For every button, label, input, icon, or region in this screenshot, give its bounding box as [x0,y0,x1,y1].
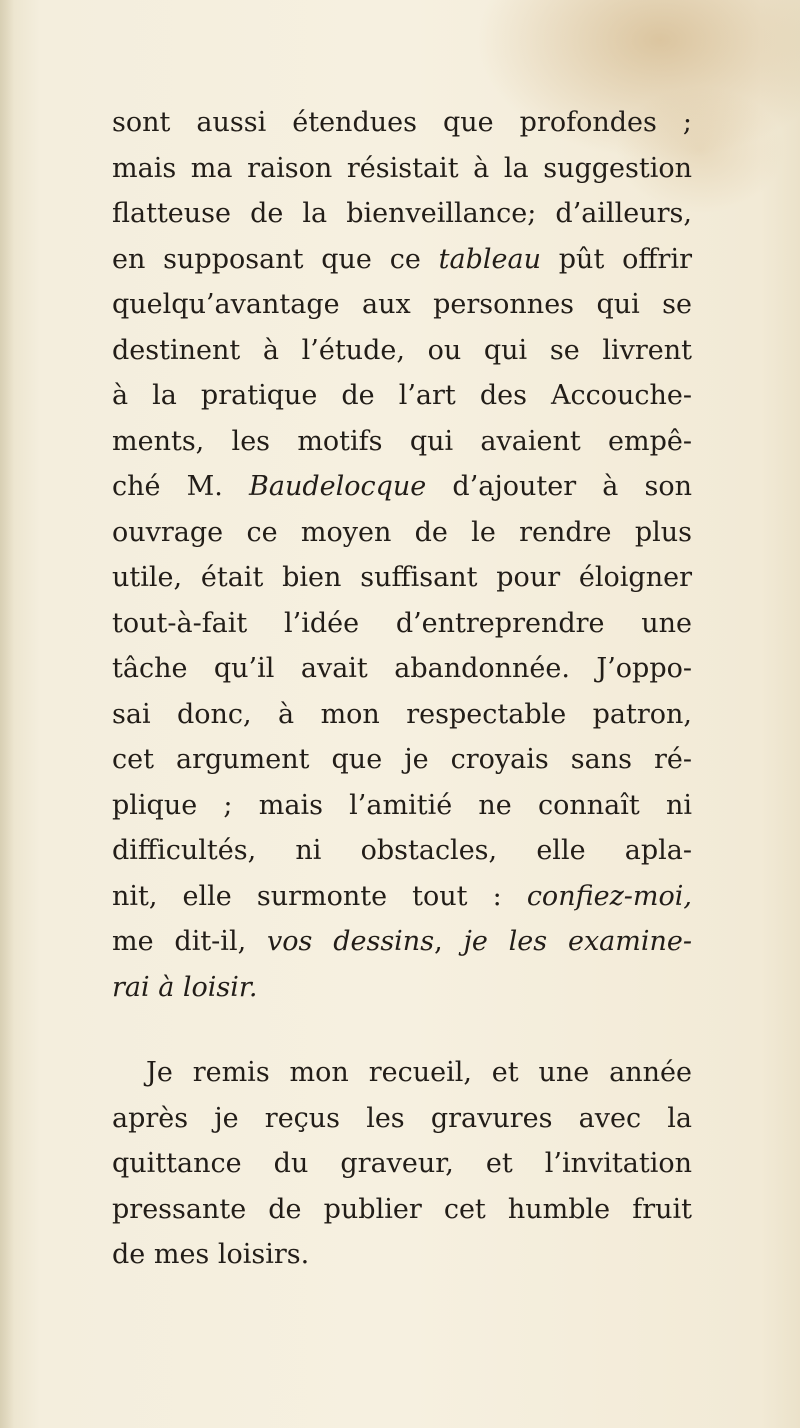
text-segment: mais ma raison résistait à la suggestion [112,152,692,184]
italic-text: vos dessins [267,926,435,957]
italic-text: rai à loisir. [112,971,258,1003]
paragraph-gap [112,1010,692,1050]
text-segment: me dit-il, [112,926,267,957]
text-segment: plique ; mais l’amitié ne connaît ni [112,789,692,821]
text-segment: cet argument que je croyais sans ré- [112,744,692,775]
text-line [112,1096,692,1142]
text-segment: d’ajouter à son [426,471,692,502]
text-line [112,874,692,920]
text-line [112,1141,692,1187]
italic-text: tableau [438,243,541,275]
text-segment: ché M. [112,471,249,502]
text-segment: pressante de publier cet humble fruit [112,1193,692,1225]
paragraph-1 [112,100,692,1010]
text-line [112,419,692,465]
text-line [112,646,692,692]
text-segment: flatteuse de la bienveillance; d’ailleurs, [112,198,692,229]
text-line [112,146,692,192]
text-segment: tout-à-fait l’idée d’entreprendre une [112,607,692,639]
page-text [112,100,692,1278]
text-line [112,828,692,874]
text-line [112,510,692,556]
text-segment: utile, était bien suffisant pour éloigner [112,562,692,593]
text-segment: quelqu’avantage aux personnes qui se [112,289,692,320]
text-line [112,100,692,146]
text-segment: , [434,926,464,957]
text-segment: quittance du graveur, et l’invitation [112,1148,692,1179]
italic-text: je les examine- [463,926,692,957]
paragraph-2 [112,1050,692,1278]
text-segment: pût offrir [540,243,692,275]
page-gutter-shadow [0,0,14,1428]
text-line [112,601,692,647]
text-segment: difficultés, ni obstacles, elle apla- [112,835,692,866]
text-line [112,965,692,1011]
italic-text: Baudelocque [249,471,427,502]
text-line [112,919,692,965]
text-line [112,783,692,829]
text-segment: à la pratique de l’art des Accouche- [112,380,692,411]
text-line [112,692,692,738]
text-line [112,282,692,328]
text-segment: en supposant que ce [112,243,439,275]
text-segment: ments, les motifs qui avaient empê- [112,425,692,457]
text-line [112,1187,692,1233]
text-line [112,555,692,601]
text-line [112,464,692,510]
text-segment: nit, elle surmonte tout : [112,880,527,912]
text-segment: sai donc, à mon respectable patron, [112,698,692,730]
text-segment: de mes loisirs. [112,1239,310,1270]
text-segment: après je reçus les gravures avec la [112,1102,692,1134]
text-line [112,191,692,237]
text-line [112,328,692,374]
italic-text: confiez-moi, [526,880,692,912]
text-line [112,737,692,783]
text-line [112,237,692,283]
text-segment: ouvrage ce moyen de le rendre plus [112,516,692,548]
text-segment: sont aussi étendues que profondes ; [112,107,692,138]
text-line [112,1232,692,1278]
text-line [112,1050,692,1096]
text-segment: Je remis mon recueil, et une année [146,1057,692,1088]
text-line [112,373,692,419]
text-segment: destinent à l’étude, ou qui se livrent [112,334,692,366]
text-segment: tâche qu’il avait abandonnée. J’oppo- [112,653,692,684]
